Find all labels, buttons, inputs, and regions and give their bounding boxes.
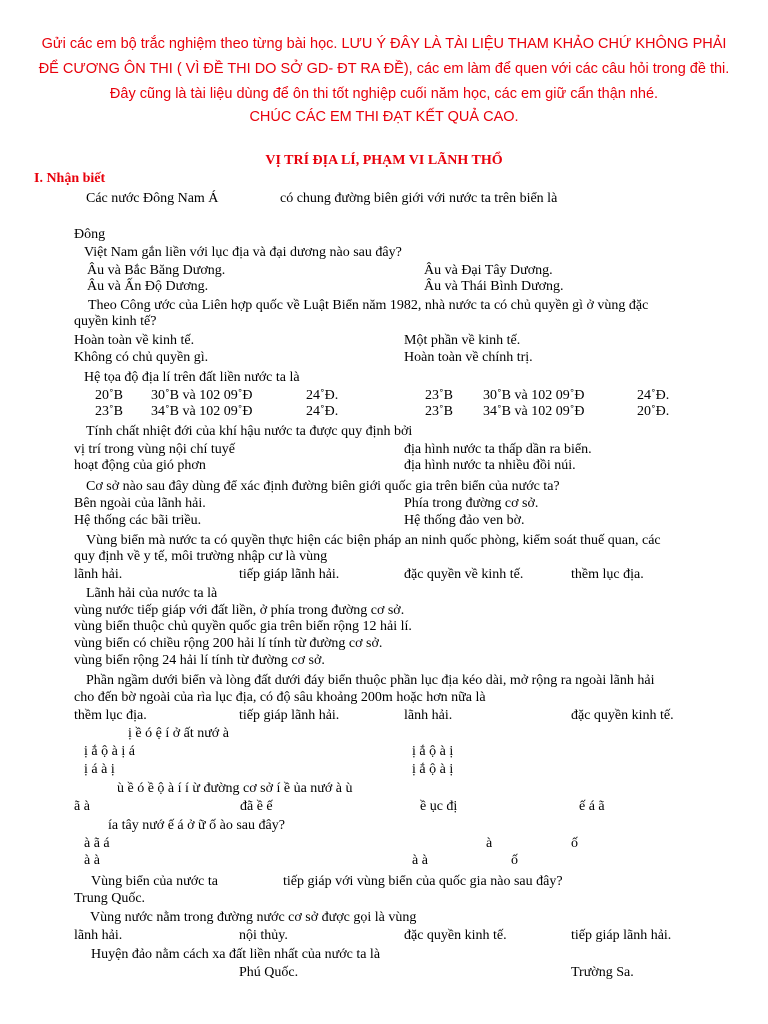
garbled-line-7b: à [486, 836, 493, 851]
q8-stem: Lãnh hải của nước ta là [86, 586, 218, 601]
garbled-line-7c: ố [571, 836, 578, 851]
q4-r2-c2: 34˚B và 102 09˚Đ [151, 404, 253, 419]
q3-option-3: Không có chủ quyền gì. [74, 350, 209, 365]
q3-option-2: Một phần về kinh tế. [404, 333, 521, 348]
q4-r1-c5: 30˚B và 102 09˚Đ [483, 388, 585, 403]
q3-option-1: Hoàn toàn về kinh tế. [74, 333, 195, 348]
q6-option-3: Hệ thống các bãi triều. [74, 513, 202, 528]
q4-r2-c5: 34˚B và 102 09˚Đ [483, 404, 585, 419]
q8-option-2: vùng biển thuộc chủ quyền quốc gia trên biển rộng 12 hải lí. [74, 619, 412, 634]
q5-option-3: hoạt động của gió phơn [74, 458, 206, 473]
q9-option-3: lãnh hải. [404, 708, 453, 723]
notice-line-4: CHÚC CÁC EM THI ĐẠT KẾT QUẢ CAO. [249, 109, 519, 125]
garbled-line-5c: ề ục đị [420, 799, 458, 814]
q7-stem-line-1: Vùng biển mà nước ta có quyền thực hiện các biện pháp an ninh quốc phòng, kiểm soát thuế quan, các [86, 533, 661, 548]
garbled-line-3a: ị á à ị [84, 762, 115, 777]
q2-stem: Việt Nam gắn liền với lục địa và đại dương nào sau đây? [84, 245, 402, 260]
garbled-line-1: ị ề ó ệ í ở ất nướ à [128, 726, 229, 741]
q2-option-1: Âu và Bắc Băng Dương. [87, 263, 226, 278]
garbled-line-8b: à à [412, 853, 428, 868]
q11-option-4: tiếp giáp lãnh hải. [571, 928, 672, 943]
q4-stem: Hệ tọa độ địa lí trên đất liền nước ta là [84, 370, 300, 385]
q7-option-3: đặc quyền về kinh tế. [404, 567, 524, 582]
garbled-line-4: ù ề ó ề ộ à í í ừ đường cơ sở í ề ủa nướ à ù [117, 781, 353, 796]
garbled-line-2b: ị ắ ộ à ị [412, 744, 454, 759]
q6-option-4: Hệ thống đảo ven bờ. [404, 513, 525, 528]
q1-answer: Đông [74, 227, 106, 242]
garbled-line-5a: ã à [74, 799, 90, 814]
q5-option-4: địa hình nước ta nhiều đồi núi. [404, 458, 576, 473]
q4-r1-c6: 24˚Đ. [637, 388, 670, 403]
garbled-line-6: ía tây nướ ế á ở ữ ố ào sau đây? [108, 818, 285, 833]
q3-stem-line-2: quyền kinh tế? [74, 314, 157, 329]
q4-r1-c4: 23˚B [425, 388, 453, 403]
q2-option-4: Âu và Thái Bình Dương. [424, 279, 564, 294]
garbled-line-3b: ị ắ ộ à ị [412, 762, 454, 777]
q8-option-1: vùng nước tiếp giáp với đất liền, ở phía trong đường cơ sở. [74, 603, 405, 618]
q12-stem: Huyện đảo nằm cách xa đất liền nhất của nước ta là [91, 947, 381, 962]
garbled-line-5b: đã ề ế [240, 799, 273, 814]
notice-line-1: Gửi các em bộ trắc nghiệm theo từng bài học. LƯU Ý ĐÂY LÀ TÀI LIỆU THAM KHẢO CHỨ KHÔNG PHẢI [41, 36, 727, 52]
page-title: VỊ TRÍ ĐỊA LÍ, PHẠM VI LÃNH THỔ [265, 153, 503, 168]
q9-stem-line-1: Phần ngầm dưới biển và lòng đất dưới đáy biển thuộc phần lục địa kéo dài, mở rộng ra ngoài lãnh hải [86, 673, 655, 688]
q6-stem: Cơ sở nào sau đây dùng để xác định đường biên giới quốc gia trên biển của nước ta? [86, 479, 560, 494]
q7-option-1: lãnh hải. [74, 567, 123, 582]
q4-r2-c6: 20˚Đ. [637, 404, 670, 419]
q9-option-1: thềm lục địa. [74, 708, 147, 723]
garbled-line-7a: à ã á [84, 836, 110, 851]
q7-option-4: thềm lục địa. [571, 567, 644, 582]
q11-stem: Vùng nước nằm trong đường nước cơ sở được gọi là vùng [90, 910, 417, 925]
q5-option-2: địa hình nước ta thấp dần ra biển. [404, 442, 592, 457]
garbled-line-5d: ế á ã [579, 799, 605, 814]
garbled-line-8a: à à [84, 853, 100, 868]
q4-r1-c2: 30˚B và 102 09˚Đ [151, 388, 253, 403]
q7-stem-line-2: quy định về y tế, môi trường nhập cư là vùng [74, 549, 328, 564]
garbled-line-2a: ị ắ ộ à ị á [84, 744, 135, 759]
q10-answer: Trung Quốc. [74, 891, 146, 906]
q6-option-2: Phía trong đường cơ sở. [404, 496, 539, 511]
garbled-line-8c: ố [511, 853, 518, 868]
section-heading: I. Nhận biết [34, 171, 106, 186]
q7-option-2: tiếp giáp lãnh hải. [239, 567, 340, 582]
q11-option-2: nội thủy. [239, 928, 288, 943]
q4-r2-c4: 23˚B [425, 404, 453, 419]
q12-option-1: Phú Quốc. [239, 965, 299, 980]
q9-option-2: tiếp giáp lãnh hải. [239, 708, 340, 723]
q5-stem: Tính chất nhiệt đới của khí hậu nước ta được quy định bởi [86, 424, 413, 439]
q12-option-2: Trường Sa. [571, 965, 634, 980]
q3-stem-line-1: Theo Công ước của Liên hợp quốc về Luật Biển năm 1982, nhà nước ta có chủ quyền gì ở vùng đặc [88, 298, 649, 313]
notice-line-2: ĐỂ CƯƠNG ÔN THI ( VÌ ĐỀ THI DO SỞ GD- ĐT RA ĐỀ), các em làm để quen với các câu hỏi trong đề thi. [38, 61, 730, 77]
q8-option-3: vùng biển có chiều rộng 200 hải lí tính từ đường cơ sở. [74, 636, 383, 651]
q10-part-a: Vùng biển của nước ta [91, 874, 218, 889]
q8-option-4: vùng biển rộng 24 hải lí tính từ đường cơ sở. [74, 653, 325, 668]
q1-part-a: Các nước Đông Nam Á [86, 191, 219, 206]
q9-stem-line-2: cho đến bờ ngoài của rìa lục địa, có độ sâu khoảng 200m hoặc hơn nữa là [74, 690, 486, 705]
q3-option-4: Hoàn toàn về chính trị. [404, 350, 533, 365]
q11-option-3: đặc quyền kinh tế. [404, 928, 507, 943]
q9-option-4: đặc quyền kinh tế. [571, 708, 674, 723]
q4-r1-c3: 24˚Đ. [306, 388, 339, 403]
q1-part-b: có chung đường biên giới với nước ta trên biển là [280, 191, 558, 206]
q11-option-1: lãnh hải. [74, 928, 123, 943]
q5-option-1: vị trí trong vùng nội chí tuyế [74, 442, 235, 457]
q4-r1-c1: 20˚B [95, 388, 123, 403]
q10-part-b: tiếp giáp với vùng biển của quốc gia nào sau đây? [283, 874, 563, 889]
q4-r2-c1: 23˚B [95, 404, 123, 419]
q6-option-1: Bên ngoài của lãnh hải. [74, 496, 206, 511]
q4-r2-c3: 24˚Đ. [306, 404, 339, 419]
q2-option-2: Âu và Đại Tây Dương. [424, 263, 553, 278]
q2-option-3: Âu và Ấn Độ Dương. [87, 279, 209, 294]
notice-line-3: Đây cũng là tài liệu dùng để ôn thi tốt nghiệp cuối năm học, các em giữ cẩn thận nhé. [109, 86, 659, 102]
